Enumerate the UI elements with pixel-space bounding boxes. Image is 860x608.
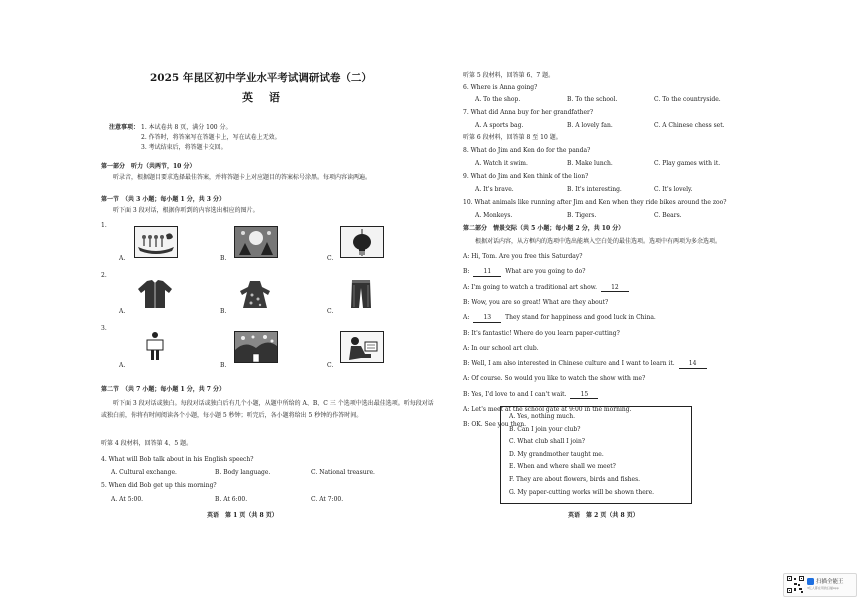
option-letter: A.	[119, 255, 126, 262]
q8-option-a[interactable]: A. Watch it swim.	[475, 160, 528, 167]
part1-title: 第一部分 听力（共两节，10 分）	[101, 163, 196, 170]
dialogue-text: B: Yes, I'd love to and I can't wait.	[463, 390, 569, 398]
question-1-number: 1.	[101, 222, 107, 229]
dialogue-line	[463, 330, 620, 338]
q9-option-c[interactable]: C. It's lovely.	[654, 186, 693, 193]
answer-blank-15[interactable]: 15	[570, 391, 598, 400]
q5-option-c[interactable]: C. At 7:00.	[311, 496, 344, 503]
camscanner-logo-icon	[807, 578, 814, 585]
dialogue-line	[463, 299, 608, 307]
dialogue-text: A: I'm going to watch a traditional art show.	[463, 283, 599, 291]
jacket-picture[interactable]	[134, 279, 176, 309]
dialogue-text: A: Hi, Tom. Are you free this Saturday?	[463, 253, 583, 260]
question-3-number: 3.	[101, 325, 107, 332]
q5-option-b[interactable]: B. At 6:00.	[215, 496, 248, 503]
section1-title: 第一节 （共 3 小题；每小题 1 分，共 3 分）	[101, 196, 226, 203]
q6-option-c[interactable]: C. To the countryside.	[654, 96, 721, 103]
dialogue-text: B: Well, I am also interested in Chinese culture and I want to learn it.	[463, 360, 677, 368]
dialogue-text: B: OK. See you then.	[463, 421, 527, 429]
option-c[interactable]: C. What club shall I join?	[509, 438, 586, 446]
person-reading-picture[interactable]	[340, 331, 384, 363]
page-1-footer: 英语 第 1 页（共 8 页）	[207, 512, 278, 519]
subject-title: 英 语	[242, 91, 286, 104]
dialogue-text: B: Wow, you are so great! What are they about?	[463, 298, 609, 306]
listen-5-instruction: 听第 5 段材料，回答第 6、7 题。	[463, 72, 555, 79]
dialogue-line	[463, 253, 582, 261]
page-2-footer: 英语 第 2 页（共 8 页）	[568, 512, 639, 519]
q7-option-b[interactable]: B. A lovely fan.	[567, 122, 613, 129]
option-letter: B.	[220, 255, 227, 262]
q10-option-b[interactable]: B. Tigers.	[567, 212, 597, 219]
q6-option-a[interactable]: A. To the shop.	[475, 96, 521, 103]
q5-option-a[interactable]: A. At 5:00.	[111, 496, 144, 503]
option-letter: A.	[119, 362, 126, 369]
q10-option-a[interactable]: A. Monkeys.	[475, 212, 513, 219]
dialogue-text: A: Let's meet at the school gate at 9:00 in the morning.	[463, 406, 632, 413]
q7-option-c[interactable]: C. A Chinese chess set.	[654, 122, 725, 129]
dialogue-text: B: It's fantastic! Where do you learn paper-cutting?	[463, 329, 620, 337]
listen-6-instruction: 听第 6 段材料，回答第 8 至 10 题。	[463, 134, 562, 141]
q8-option-b[interactable]: B. Make lunch.	[567, 160, 613, 167]
option-b[interactable]: B. Can I join your club?	[509, 425, 581, 433]
q4-option-b[interactable]: B. Body language.	[215, 469, 271, 476]
question-6: 6. Where is Anna going?	[463, 84, 538, 91]
dialogue-text: They stand for happiness and good luck in China.	[503, 314, 656, 322]
note-3: 3. 考试结束后，将答题卡交回。	[141, 144, 227, 151]
lantern-festival-picture[interactable]	[234, 226, 278, 258]
part2-instructions: 根据对话内容，从方框内的选项中选出能填入空白处的最佳选项。选项中有两项为多余选项。	[475, 238, 722, 245]
camscanner-watermark	[783, 573, 857, 597]
watermark-subtitle: 3亿人都在用的扫描App	[807, 586, 839, 590]
q6-option-b[interactable]: B. To the school.	[567, 96, 618, 103]
dialogue-text: A: Of course. So would you like to watch the show with me?	[463, 375, 646, 383]
option-letter: C.	[327, 255, 334, 262]
q9-option-b[interactable]: B. It's interesting.	[567, 186, 622, 193]
options-box	[500, 406, 692, 504]
question-7: 7. What did Anna buy for her grandfather?	[463, 109, 594, 116]
option-letter: B.	[220, 308, 227, 315]
exam-title: 2025 年昆区初中学业水平考试调研试卷（二）	[150, 72, 372, 84]
page-2	[463, 0, 763, 608]
q4-option-c[interactable]: C. National treasure.	[311, 469, 375, 476]
option-g[interactable]: G. My paper-cutting works will be shown there.	[509, 488, 655, 496]
dialogue-text: A: In our school art club.	[463, 344, 539, 352]
q8-option-c[interactable]: C. Play games with it.	[654, 160, 721, 167]
celebration-picture[interactable]	[234, 331, 278, 363]
question-8: 8. What do Jim and Ken do for the panda?	[463, 147, 591, 154]
section1-instructions: 听下面 3 段对话，根据你听到的内容选出相应的图片。	[113, 207, 259, 214]
dialogue-line	[463, 375, 645, 383]
listen-4-instruction: 听第 4 段材料，回答第 4、5 题。	[101, 440, 193, 447]
q10-option-c[interactable]: C. Bears.	[654, 212, 682, 219]
watermark-brand: 扫描全能王	[807, 578, 844, 586]
question-4: 4. What will Bob talk about in his English speech?	[101, 456, 254, 463]
dialogue-text: What are you going to do?	[503, 268, 586, 276]
dragon-boat-picture[interactable]	[134, 226, 178, 258]
option-letter: C.	[327, 362, 334, 369]
section2-instructions: 听下面 3 段对话或独白。每段对话或独白后有几个小题，从题中所给的 A、B、C 三 个选项中选出最佳选项。听每段对话或独白前，你将有时间阅读各个小题，每小题 5 秒钟；听完后，各小题将给出 5 秒钟的作答时间。	[101, 400, 434, 419]
lantern-picture[interactable]	[340, 226, 384, 258]
option-letter: C.	[327, 308, 334, 315]
qr-code-icon	[787, 576, 804, 593]
dialogue-line	[463, 345, 539, 353]
question-5: 5. When did Bob get up this morning?	[101, 482, 217, 489]
option-letter: A.	[119, 308, 126, 315]
answer-blank-14[interactable]: 14	[679, 360, 707, 369]
note-1: 1. 本试卷共 8 页，满分 100 分。	[141, 124, 232, 131]
question-9: 9. What do Jim and Ken think of the lion?	[463, 173, 589, 180]
q9-option-a[interactable]: A. It's brave.	[475, 186, 514, 193]
man-with-sign-picture[interactable]	[134, 331, 176, 361]
option-a[interactable]: A. Yes, nothing much.	[509, 413, 575, 420]
note-2: 2. 作答时，将答案写在答题卡上，写在试卷上无效。	[141, 134, 281, 141]
question-2-number: 2.	[101, 272, 107, 279]
option-e[interactable]: E. When and where shall we meet?	[509, 463, 616, 471]
section2-title: 第二节 （共 7 小题；每小题 1 分，共 7 分）	[101, 386, 226, 393]
part2-title: 第二部分 情景交际（共 5 小题；每小题 2 分，共 10 分）	[463, 225, 625, 232]
answer-blank-13[interactable]: 13	[473, 314, 501, 323]
answer-blank-11[interactable]: 11	[473, 268, 501, 277]
q4-option-a[interactable]: A. Cultural exchange.	[111, 469, 177, 476]
option-d[interactable]: D. My grandmother taught me.	[509, 450, 604, 458]
q7-option-a[interactable]: A. A sports bag.	[475, 122, 524, 129]
dialogue-line	[463, 360, 709, 369]
dialogue-line	[463, 284, 631, 293]
question-10: 10. What animals like running after Jim and Ken when they ride bikes around the zoo?	[463, 199, 727, 206]
answer-blank-12[interactable]: 12	[601, 284, 629, 293]
dialogue-text: B:	[463, 268, 472, 276]
dress-picture[interactable]	[234, 279, 276, 309]
dialogue-line	[463, 314, 656, 323]
trousers-picture[interactable]	[340, 279, 382, 309]
page-1	[97, 0, 442, 608]
option-f[interactable]: F. They are about flowers, birds and fishes.	[509, 476, 641, 483]
option-letter: B.	[220, 362, 227, 369]
dialogue-line	[463, 391, 600, 400]
part1-instructions: 听录音，根据题目要求选择最佳答案，并将答题卡上对应题目的答案标号涂黑。每项内容读两遍。	[113, 174, 372, 181]
dialogue-text: A:	[463, 314, 472, 322]
dialogue-line	[463, 268, 585, 277]
notes-label: 注意事项：	[109, 124, 140, 131]
